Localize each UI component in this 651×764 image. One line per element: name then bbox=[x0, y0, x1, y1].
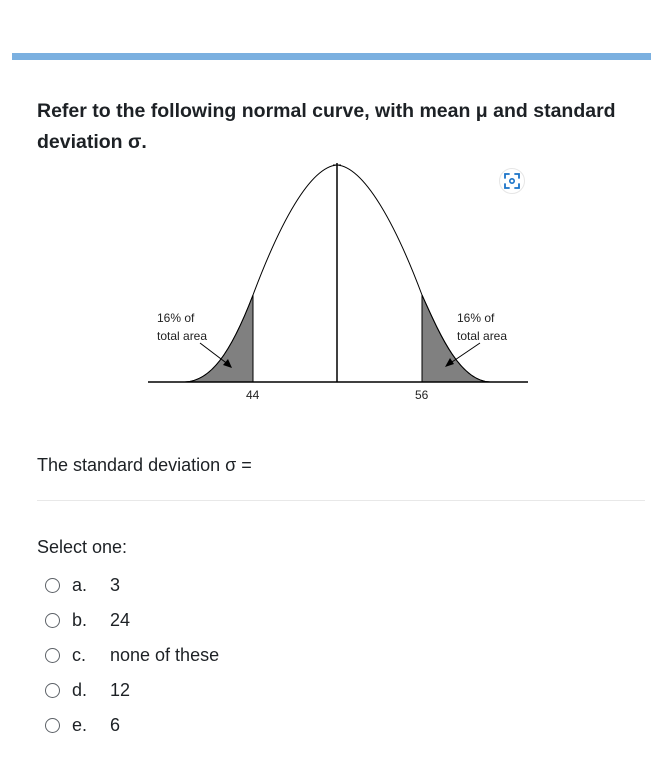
option-b[interactable] bbox=[45, 603, 219, 638]
tick-label-56: 56 bbox=[415, 388, 429, 402]
radio-button[interactable] bbox=[45, 718, 60, 733]
option-text: 12 bbox=[110, 680, 131, 700]
select-one-label: Select one: bbox=[37, 537, 128, 557]
option-letter: b. bbox=[72, 610, 88, 630]
option-letter: c. bbox=[72, 645, 87, 665]
sigma-prompt: The standard deviation σ = bbox=[37, 455, 252, 475]
option-letter: a. bbox=[72, 575, 88, 595]
option-text: 6 bbox=[110, 715, 121, 735]
radio-button[interactable] bbox=[45, 578, 60, 593]
option-c[interactable] bbox=[45, 638, 219, 673]
option-a[interactable] bbox=[45, 568, 219, 603]
radio-button[interactable] bbox=[45, 648, 60, 663]
tick-label-44: 44 bbox=[246, 388, 260, 402]
right-area-label-1: 16% of bbox=[457, 311, 495, 325]
right-area-label-2: total area bbox=[457, 329, 508, 343]
divider bbox=[37, 500, 645, 501]
option-letter: e. bbox=[72, 715, 88, 735]
radio-button[interactable] bbox=[45, 683, 60, 698]
left-area-label-2: total area bbox=[157, 329, 208, 343]
left-area-label-1: 16% of bbox=[157, 311, 195, 325]
answer-options bbox=[45, 568, 219, 743]
top-accent-bar bbox=[12, 53, 651, 60]
option-text: 3 bbox=[110, 575, 121, 595]
radio-button[interactable] bbox=[45, 613, 60, 628]
option-text: none of these bbox=[110, 645, 220, 665]
option-d[interactable] bbox=[45, 673, 219, 708]
option-text: 24 bbox=[110, 610, 131, 630]
question-text: Refer to the following normal curve, with mean μ and standard deviation σ. bbox=[37, 100, 616, 153]
zoom-in-icon[interactable] bbox=[499, 168, 525, 194]
option-letter: d. bbox=[72, 680, 88, 700]
normal-curve-figure bbox=[140, 155, 540, 415]
option-e[interactable] bbox=[45, 708, 219, 743]
